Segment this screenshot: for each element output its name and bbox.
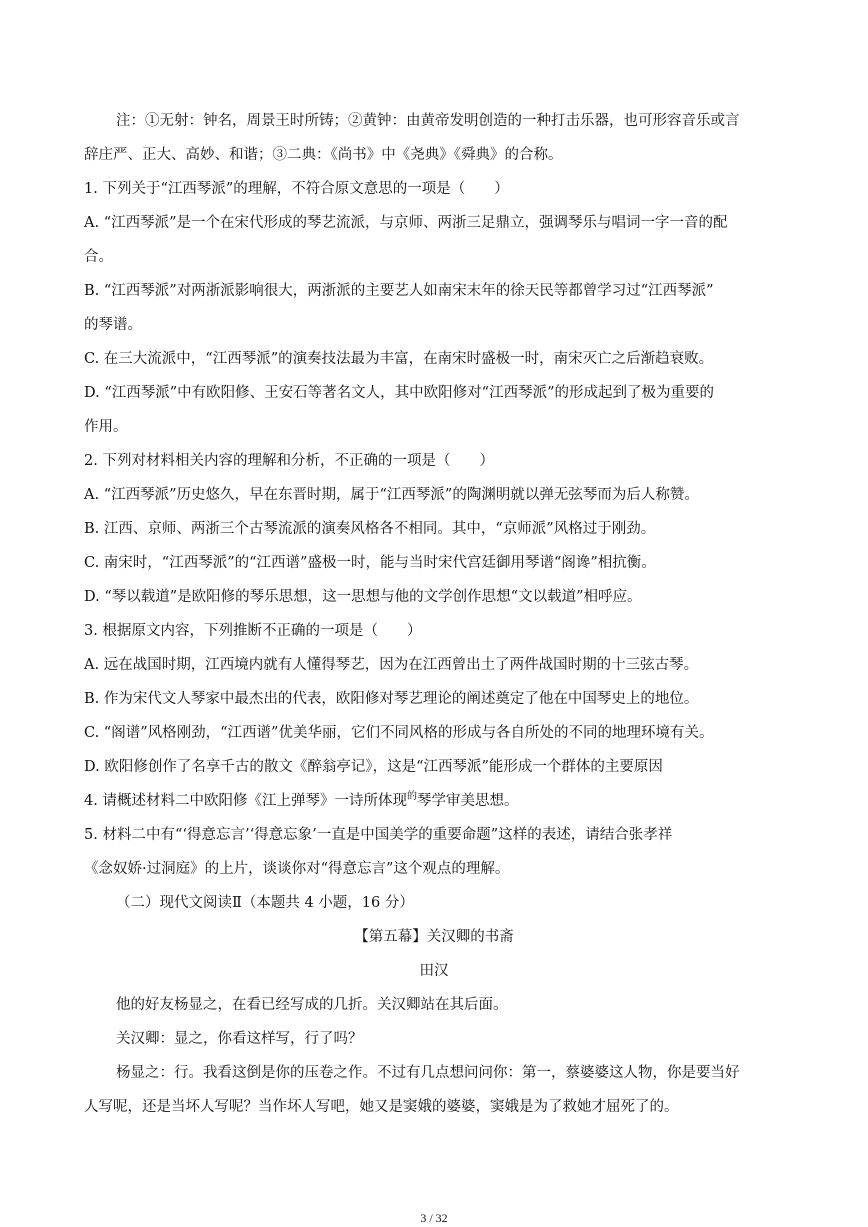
question-3-option-b: B. 作为宋代文人琴家中最杰出的代表，欧阳修对琴艺理论的阐述奠定了他在中国琴史上的地位。 xyxy=(84,691,699,707)
question-2-option-a: A. “江西琴派”历史悠久，早在东晋时期，属于“江西琴派”的陶渊明就以弹无弦琴而为后人称赞。 xyxy=(84,487,699,503)
note-line-1: 注：①无射：钟名，周景王时所铸；②黄钟：由黄帝发明创造的一种打击乐器，也可形容音乐或言 xyxy=(116,113,740,129)
page-number: 3 / 32 xyxy=(420,1211,448,1225)
question-1-option-d-line-1: D. “江西琴派”中有欧阳修、王安石等著名文人，其中欧阳修对“江西琴派”的形成起到了极为重要的 xyxy=(84,385,714,401)
passage-line-3: 杨显之：行。我看这倒是你的压卷之作。不过有几点想问问你：第一，蔡婆婆这人物，你是要当好 xyxy=(116,1065,740,1081)
question-5-line-2: 《念奴娇·过洞庭》的上片，谈谈你对“得意忘言”这个观点的理解。 xyxy=(84,861,510,877)
question-1-option-a-line-2: 合。 xyxy=(84,249,113,265)
passage-line-1: 他的好友杨显之，在看已经写成的几折。关汉卿站在其后面。 xyxy=(116,997,508,1013)
question-3-stem: 3. 根据原文内容，下列推断不正确的一项是（ ） xyxy=(84,623,422,639)
question-4-text-after: 琴学审美思想。 xyxy=(416,793,519,809)
question-4 xyxy=(84,791,784,811)
passage-line-2: 关汉卿：显之，你看这样写，行了吗？ xyxy=(116,1031,363,1047)
question-2-option-d: D. “琴以载道”是欧阳修的琴乐思想，这一思想与他的文学创作思想“文以载道”相呼应。 xyxy=(84,589,642,605)
question-1-option-b-line-1: B. “江西琴派”对两浙派影响很大，两浙派的主要艺人如南宋末年的徐天民等都曾学习过“江西琴派” xyxy=(84,283,714,299)
question-2-stem: 2. 下列对材料相关内容的理解和分析，不正确的一项是（ ） xyxy=(84,453,494,469)
question-1-option-c: C. 在三大流派中，“江西琴派”的演奏技法最为丰富，在南宋时盛极一时，南宋灭亡之后渐趋衰败。 xyxy=(84,351,714,367)
passage-title: 【第五幕】关汉卿的书斋 xyxy=(354,929,514,945)
section-title: （二）现代文阅读Ⅱ（本题共 4 小题，16 分） xyxy=(116,895,414,911)
question-4-text-before: 4. 请概述材料二中欧阳修《江上弹琴》一诗所体现 xyxy=(84,793,407,809)
question-5-line-1: 5. 材料二中有“‘得意忘言’‘得意忘象’一直是中国美学的重要命题”这样的表述，请结合张孝祥 xyxy=(84,827,673,843)
question-3-option-d: D. 欧阳修创作了名享千古的散文《醉翁亭记》，这是“江西琴派”能形成一个群体的主要原因 xyxy=(84,759,663,775)
question-1-stem: 1. 下列关于“江西琴派”的理解，不符合原文意思的一项是（ ） xyxy=(84,181,509,197)
question-3-option-c: C. “阁谱”风格刚劲，“江西谱”优美华丽，它们不同风格的形成与各自所处的不同的地理环境有关。 xyxy=(84,725,714,741)
passage-line-4: 人写呢，还是当坏人写呢？当作坏人写吧，她又是窦娥的婆婆，窦娥是为了救她才屈死了的。 xyxy=(84,1099,679,1115)
question-1-option-a-line-1: A. “江西琴派”是一个在宋代形成的琴艺流派，与京师、两浙三足鼎立，强调琴乐与唱词一字一音的配 xyxy=(84,215,728,231)
note-line-2: 辞庄严、正大、高妙、和谐；③二典：《尚书》中《尧典》《舜典》的合称。 xyxy=(84,147,563,163)
question-3-option-a: A. 远在战国时期，江西境内就有人懂得琴艺，因为在江西曾出土了两件战国时期的十三弦古琴。 xyxy=(84,657,699,673)
question-1-option-d-line-2: 作用。 xyxy=(84,419,128,435)
question-2-option-c: C. 南宋时，“江西琴派”的“江西谱”盛极一时，能与当时宋代宫廷御用琴谱“阁谗”相抗衡。 xyxy=(84,555,656,571)
question-1-option-b-line-2: 的琴谱。 xyxy=(84,317,142,333)
question-4-superscript: 的 xyxy=(406,791,417,803)
passage-author: 田汉 xyxy=(419,963,449,979)
question-2-option-b: B. 江西、京师、两浙三个古琴流派的演奏风格各不相同。其中，“京师派”风格过于刚劲。 xyxy=(84,521,656,537)
